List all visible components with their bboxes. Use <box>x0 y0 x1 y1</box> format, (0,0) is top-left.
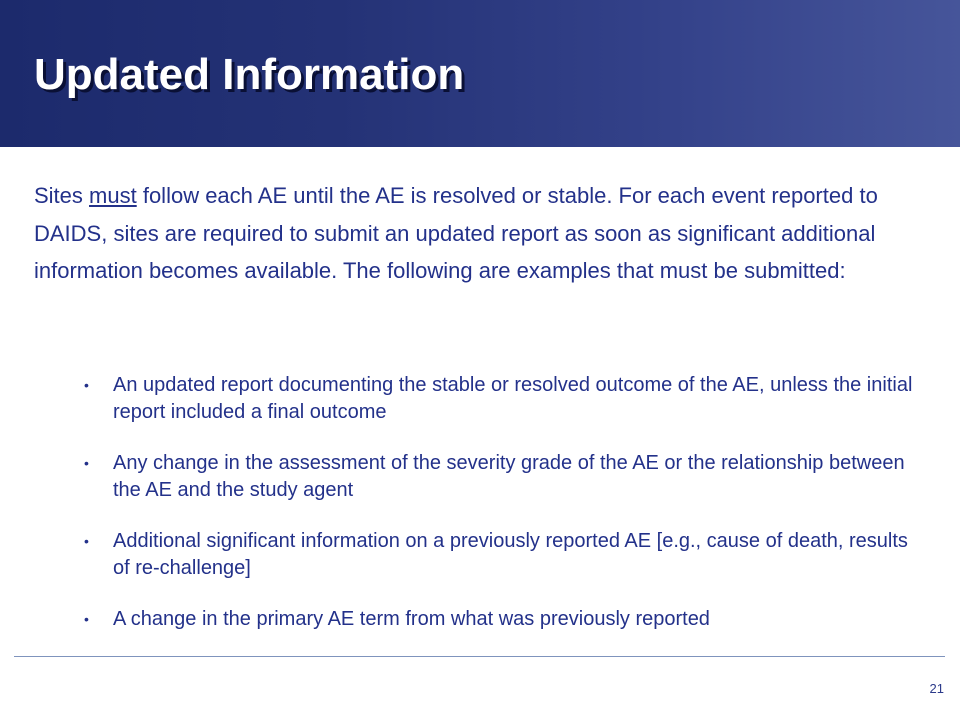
intro-text-start: Sites <box>34 183 90 208</box>
bullet-item <box>84 372 924 426</box>
bullet-dot-icon: • <box>84 377 89 393</box>
slide-title: Updated Information <box>34 50 465 99</box>
bullet-dot-icon: • <box>84 533 89 549</box>
bullet-text: Any change in the assessment of the severity grade of the AE or the relationship between the AE and the study agent <box>113 452 905 501</box>
bullet-dot-icon: • <box>84 611 89 627</box>
bullet-list <box>84 372 924 657</box>
intro-emphasis: must <box>89 183 137 208</box>
bullet-text: A change in the primary AE term from what was previously reported <box>113 608 710 630</box>
intro-text-rest: follow each AE until the AE is resolved or stable. For each event reported to DAIDS, sites are required to submit an updated report as soon as significant additional information becomes available. The following are examples that must be submitted: <box>34 183 878 283</box>
bullet-item <box>84 450 924 504</box>
bullet-text: An updated report documenting the stable or resolved outcome of the AE, unless the initial report included a final outcome <box>113 374 913 423</box>
intro-paragraph <box>34 177 914 290</box>
footer-divider <box>14 656 945 657</box>
bullet-text: Additional significant information on a previously reported AE [e.g., cause of death, results of re-challenge] <box>113 530 908 579</box>
title-banner <box>0 0 960 147</box>
bullet-dot-icon: • <box>84 455 89 471</box>
bullet-item <box>84 528 924 582</box>
page-number: 21 <box>929 681 944 696</box>
bullet-item <box>84 606 924 633</box>
